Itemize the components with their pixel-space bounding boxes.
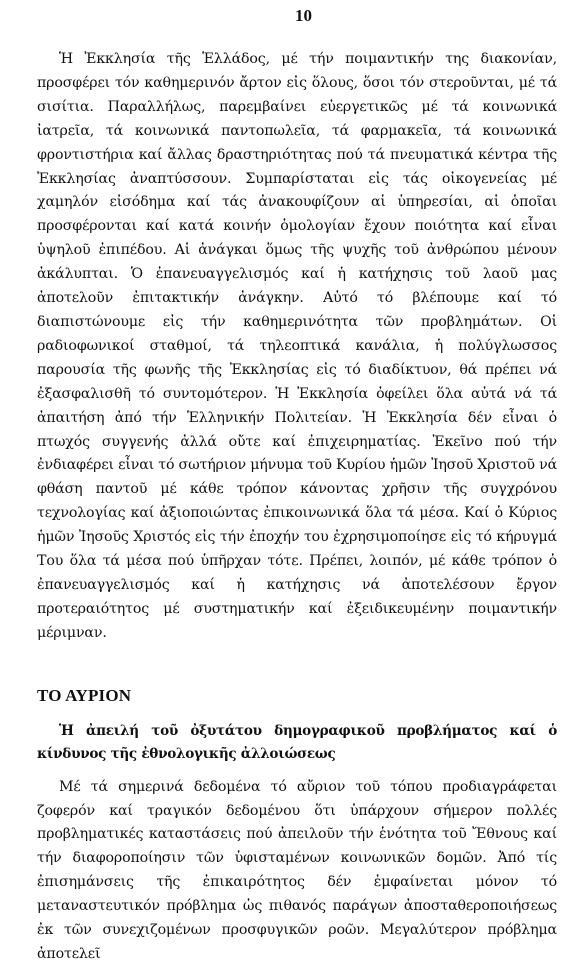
section-subtitle: Ἡ ἀπειλή τοῦ ὀξυτάτου δημογραφικοῦ προβλήματος καί ὁ κίνδυνος τῆς ἐθνολογικῆς ἀλλοιώσεως <box>37 722 557 762</box>
document-page <box>37 6 557 967</box>
page-number: 10 <box>295 6 312 25</box>
section-title: ΤΟ ΑΥΡΙΟΝ <box>37 685 132 705</box>
body-paragraph-1: Ἡ Ἐκκλησία τῆς Ἑλλάδος, μέ τήν ποιμαντικήν της διακονίαν, προσφέρει τόν καθημερινόν ἄρτον εἰς ὅλους, ὅσοι τόν στεροῦνται, μέ τά σισίτια. Παραλλήλως, παρεμβαίνει εὐεργετικῶς μέ τά κοινωνικά ἰατρεῖα, τά κοινωνικά παντοπωλεῖα, τά φαρμακεῖα, τά κοινωνικά φροντιστήρια καί ἄλλας δραστηριότητας πού τά πνευματικά κέντρα τῆς Ἐκκλησίας ἀναπτύσσουν. Συμπαρίσταται εἰς τάς οἰκογενείας μέ χαμηλόν εἰσόδημα καί τάς ἀνακουφίζουν αἱ ὑπηρεσίαι, αἱ ὁποῖαι προσφέρονται καί κατά κοινήν ὁμολογίαν ἔχουν ποιότητα καί εἶναι ὑψηλοῦ ἐπιπέδου. Αἱ ἀνάγκαι ὅμως τῆς ψυχῆς τοῦ ἀνθρώπου μένουν ἀκάλυπται. Ὁ ἐπανευαγγελισμός καί ἡ κατήχησις τοῦ λαοῦ μας ἀποτελοῦν ἐπιτακτικήν ἀνάγκην. Αὐτό τό βλέπουμε καί τό διαπιστώνουμε εἰς τήν καθημερινότητα τῶν προβλημάτων. Οἱ ραδιοφωνικοί σταθμοί, τά τηλεοπτικά κανάλια, ἡ πολύγλωσσος παρουσία τῆς φωνῆς τῆς Ἐκκλησίας εἰς τό διαδίκτυον, θά πρέπει νά ἐξασφαλισθῆ τό συντομότερον. Ἡ Ἐκκλησία ὀφείλει ὅλα αὐτά νά τά ἀπαιτήση ἀπό τήν Ἑλληνικήν Πολιτείαν. Ἡ Ἐκκλησία δέν εἶναι ὁ πτωχός συγγενής ἀλλά οὔτε καί ἐπιχειρηματίας. Ἐκεῖνο πού τήν ἐνδιαφέρει εἶναι τό σωτήριον μήνυμα τοῦ Κυρίου ἡμῶν Ἰησοῦ Χριστοῦ νά φθάση παντοῦ μέ κάθε τρόπον κάνοντας χρῆσιν τῆς συγχρόνου τεχνολογίας καί ἀξιοποιώντας ἐπικοινωνικά ὅλα τά μέσα. Καί ὁ Κύριος ἡμῶν Ἰησοῦς Χριστός εἰς τήν ἐποχήν του ἐχρησιμοποίησε εἰς τό κήρυγμά Του ὅλα τά μέσα πού ὑπῆρχαν τότε. Πρέπει, λοιπόν, μέ κάθε τρόπον ὁ ἐπανευαγγελισμός καί ἡ κατήχησις νά ἀποτελέσουν ἔργον προτεραιότητος μέ συστηματικήν καί ἐξειδικευμένην ποιμαντικήν μέριμναν. <box>37 51 557 641</box>
body-paragraph-2: Μέ τά σημερινά δεδομένα τό αὔριον τοῦ τόπου προδιαγράφεται ζοφερόν καί τραγικόν δεδομένου ὅτι ὑπάρχουν σήμερον πολλές προβληματικές καταστάσεις πού ἀπειλοῦν τήν ἑνότητα τοῦ Ἔθνους καί τήν διαφοροποίησιν τῶν ὑφισταμένων κοινωνικῶν δομῶν. Ἀπό τίς ἐπισημάνσεις τῆς ἐπικαιρότητος δέν ἐμφαίνεται μόνον τό μεταναστευτικόν πρόβλημα ὡς πιθανός παράγων ἀποσταθεροποιήσεως ἐκ τῶν συνεχιζομένων προσφυγικῶν ροῶν. Μεγαλύτερον πρόβλημα ἀποτελεῖ <box>37 778 557 962</box>
